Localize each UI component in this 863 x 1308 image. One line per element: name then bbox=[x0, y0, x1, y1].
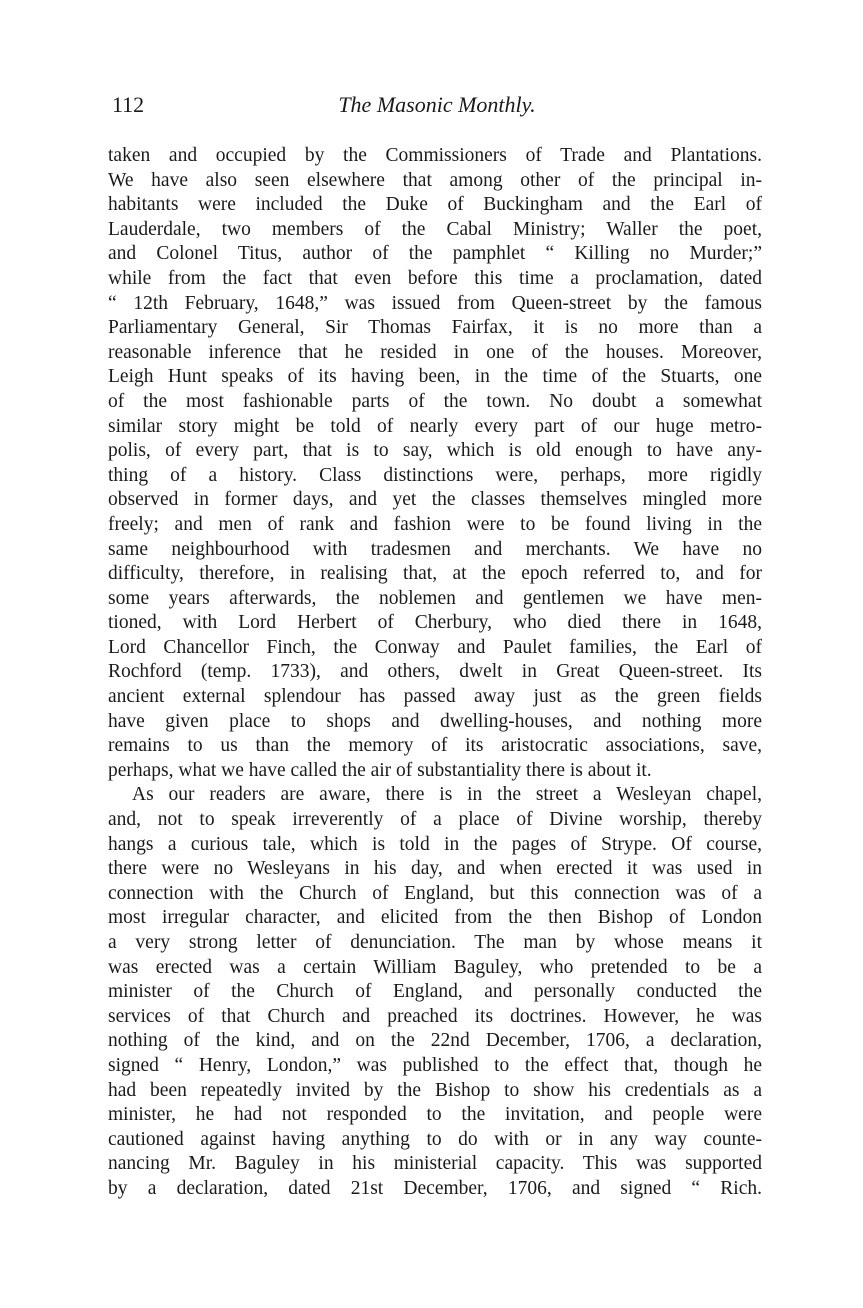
text-line: nancing Mr. Baguley in his ministerial capacity. This was supported bbox=[108, 1153, 762, 1175]
running-title: The Masonic Monthly. bbox=[338, 92, 536, 117]
page-header bbox=[112, 92, 762, 124]
text-line: minister, he had not responded to the invitation, and people were bbox=[108, 1104, 762, 1126]
text-line: taken and occupied by the Commissioners of Trade and Plantations. bbox=[108, 145, 762, 166]
text-line: perhaps, what we have called the air of substantiality there is about it. bbox=[108, 759, 652, 781]
text-line: had been repeatedly invited by the Bishop to show his credentials as a bbox=[108, 1079, 762, 1101]
text-line: services of that Church and preached its doctrines. However, he was bbox=[108, 1005, 762, 1027]
text-line: As our readers are aware, there is in the street a Wesleyan chapel, bbox=[132, 784, 762, 806]
text-line: “ 12th February, 1648,” was issued from Queen-street by the famous bbox=[108, 292, 762, 314]
text-line: most irregular character, and elicited from the then Bishop of London bbox=[108, 907, 762, 929]
text-line: We have also seen elsewhere that among other of the principal in- bbox=[108, 169, 762, 191]
text-line: and, not to speak irreverently of a place of Divine worship, thereby bbox=[108, 809, 762, 831]
body-text bbox=[108, 144, 762, 1202]
text-line: thing of a history. Class distinctions were, perhaps, more rigidly bbox=[108, 464, 762, 486]
text-line: similar story might be told of nearly every part of our huge metro- bbox=[108, 415, 762, 437]
paragraph bbox=[108, 144, 762, 783]
text-line: difficulty, therefore, in realising that, at the epoch referred to, and for bbox=[108, 563, 762, 585]
text-line: minister of the Church of England, and personally conducted the bbox=[108, 981, 762, 1003]
text-line: connection with the Church of England, but this connection was of a bbox=[108, 882, 762, 904]
text-line: have given place to shops and dwelling-houses, and nothing more bbox=[108, 710, 762, 732]
text-line: reasonable inference that he resided in one of the houses. Moreover, bbox=[108, 341, 762, 363]
text-line: was erected was a certain William Baguley, who pretended to be a bbox=[108, 956, 762, 978]
text-line: polis, of every part, that is to say, which is old enough to have any- bbox=[108, 440, 762, 462]
text-line: by a declaration, dated 21st December, 1706, and signed “ Rich. bbox=[108, 1177, 762, 1199]
text-line: habitants were included the Duke of Buckingham and the Earl of bbox=[108, 194, 762, 216]
text-line: remains to us than the memory of its aristocratic associations, save, bbox=[108, 735, 762, 757]
text-line: freely; and men of rank and fashion were to be found living in the bbox=[108, 513, 762, 535]
text-line: Lauderdale, two members of the Cabal Ministry; Waller the poet, bbox=[108, 218, 762, 240]
text-line: cautioned against having anything to do with or in any way counte- bbox=[108, 1128, 762, 1150]
text-line: observed in former days, and yet the classes themselves mingled more bbox=[108, 489, 762, 511]
text-line: signed “ Henry, London,” was published to the effect that, though he bbox=[108, 1054, 762, 1076]
text-line: tioned, with Lord Herbert of Cherbury, who died there in 1648, bbox=[108, 612, 762, 634]
text-line: Parliamentary General, Sir Thomas Fairfax, it is no more than a bbox=[108, 317, 762, 339]
text-line: there were no Wesleyans in his day, and when erected it was used in bbox=[108, 858, 762, 880]
text-line: of the most fashionable parts of the town. No doubt a somewhat bbox=[108, 390, 762, 412]
text-line: nothing of the kind, and on the 22nd December, 1706, a declaration, bbox=[108, 1030, 762, 1052]
text-line: a very strong letter of denunciation. The man by whose means it bbox=[108, 932, 762, 953]
text-line: Lord Chancellor Finch, the Conway and Paulet families, the Earl of bbox=[108, 636, 762, 658]
text-line: and Colonel Titus, author of the pamphlet “ Killing no Murder;” bbox=[108, 243, 762, 265]
text-line: Rochford (temp. 1733), and others, dwelt in Great Queen-street. Its bbox=[108, 661, 762, 683]
text-line: ancient external splendour has passed away just as the green fields bbox=[108, 686, 762, 708]
page-number: 112 bbox=[112, 92, 145, 117]
text-line: hangs a curious tale, which is told in the pages of Strype. Of course, bbox=[108, 833, 762, 855]
text-line: Leigh Hunt speaks of its having been, in the time of the Stuarts, one bbox=[108, 366, 762, 388]
text-line: some years afterwards, the noblemen and gentlemen we have men- bbox=[108, 587, 762, 609]
text-line: same neighbourhood with tradesmen and merchants. We have no bbox=[108, 538, 762, 560]
text-line: while from the fact that even before this time a proclamation, dated bbox=[108, 267, 762, 289]
paragraph bbox=[108, 783, 762, 1201]
